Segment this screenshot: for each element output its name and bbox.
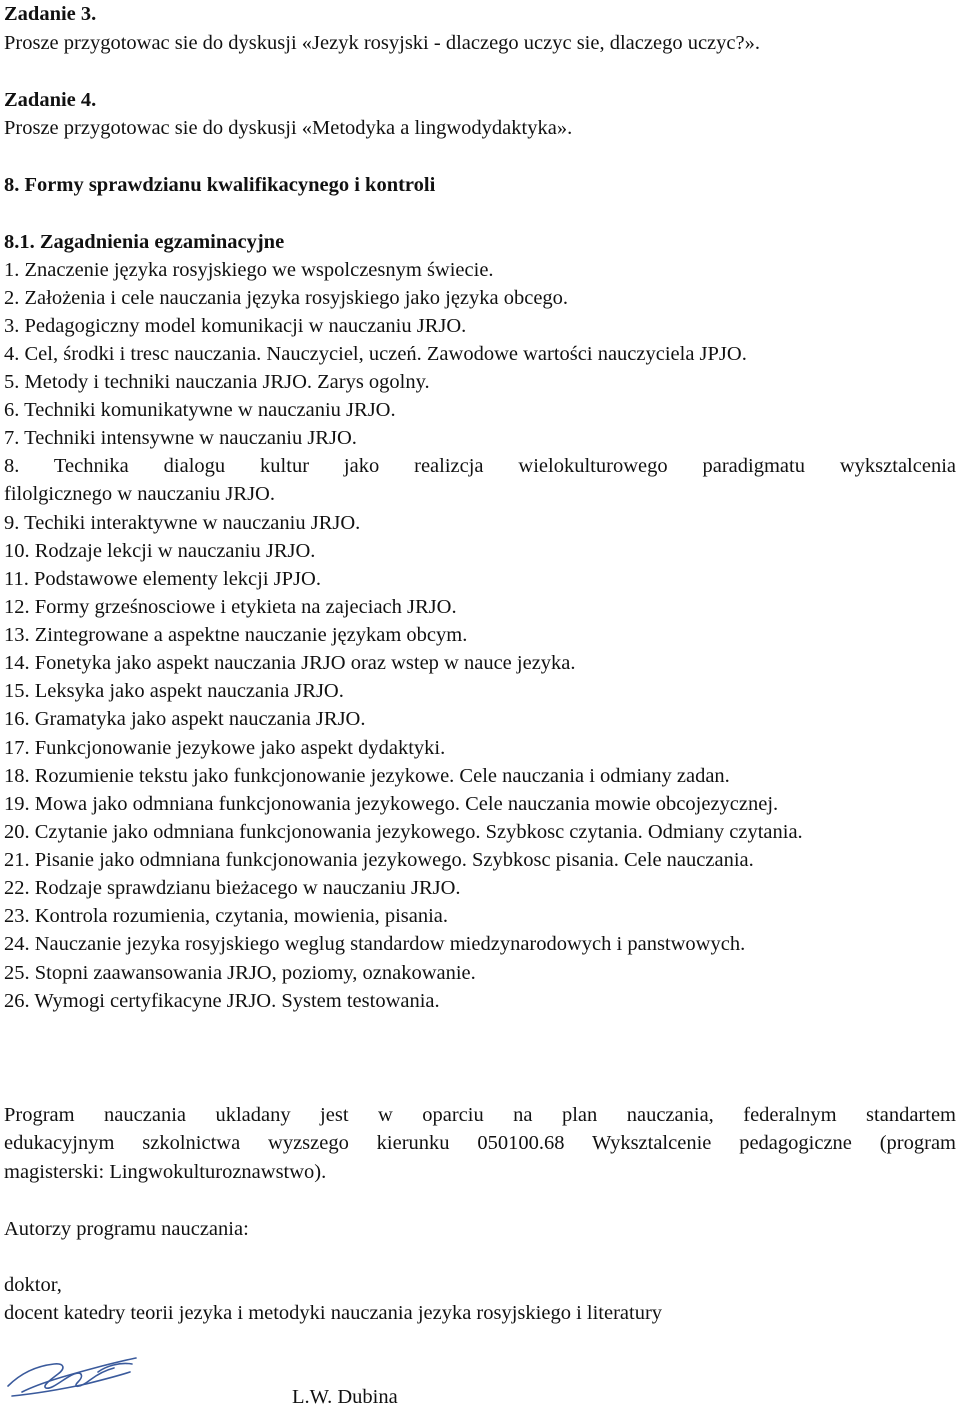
author-name: L.W. Dubina (292, 1386, 398, 1408)
author-degree: doktor, (4, 1274, 62, 1296)
list-item: 15. Leksyka jako aspekt nauczania JRJO. (4, 680, 344, 702)
list-item: 1. Znaczenie języka rosyjskiego we wspolczesnym świecie. (4, 259, 494, 281)
list-item: 16. Gramatyka jako aspekt nauczania JRJO. (4, 708, 366, 730)
task-3-title: Zadanie 3. (4, 3, 97, 25)
list-item: 25. Stopni zaawansowania JRJO, poziomy, oznakowanie. (4, 962, 476, 984)
task-4-title: Zadanie 4. (4, 89, 97, 111)
list-item: 14. Fonetyka jako aspekt nauczania JRJO oraz wstep w nauce jezyka. (4, 652, 576, 674)
list-item: 10. Rodzaje lekcji w nauczaniu JRJO. (4, 540, 316, 562)
section-subtitle: 8.1. Zagadnienia egzaminacyjne (4, 231, 285, 253)
list-item: 18. Rozumienie tekstu jako funkcjonowanie jezykowe. Cele nauczania i odmiany zadan. (4, 765, 730, 787)
list-item: 4. Cel, środki i tresc nauczania. Nauczyciel, uczeń. Zawodowe wartości nauczyciela JPJO. (4, 343, 747, 365)
section-title: 8. Formy sprawdzianu kwalifikacynego i kontroli (4, 174, 436, 196)
list-item: 22. Rodzaje sprawdzianu bieżacego w nauczaniu JRJO. (4, 877, 461, 899)
list-item: 6. Techniki komunikatywne w nauczaniu JRJO. (4, 399, 396, 421)
signature-icon (2, 1352, 142, 1404)
list-item: 17. Funkcjonowanie jezykowe jako aspekt dydaktyki. (4, 737, 446, 759)
list-item: 9. Techiki interaktywne w nauczaniu JRJO. (4, 512, 361, 534)
list-item: 5. Metody i techniki nauczania JRJO. Zarys ogolny. (4, 371, 430, 393)
program-line: magisterski: Lingwokulturoznawstwo). (4, 1161, 327, 1183)
list-item: 20. Czytanie jako odmniana funkcjonowania jezykowego. Szybkosc czytania. Odmiany czytania. (4, 821, 803, 843)
list-item: 7. Techniki intensywne w nauczaniu JRJO. (4, 427, 357, 449)
list-item: 11. Podstawowe elementy lekcji JPJO. (4, 568, 321, 590)
list-item: 19. Mowa jako odmniana funkcjonowania jezykowego. Cele nauczania mowie obcojezycznej. (4, 793, 779, 815)
task-3-text: Prosze przygotowac sie do dyskusji «Jezyk rosyjski - dlaczego uczyc sie, dlaczego uczyc?». (4, 32, 760, 54)
author-position: docent katedry teorii jezyka i metodyki nauczania jezyka rosyjskiego i literatury (4, 1302, 663, 1324)
task-4-text: Prosze przygotowac sie do dyskusji «Metodyka a lingwodydaktyka». (4, 117, 573, 139)
list-item: 12. Formy grześnosciowe i etykieta na zajeciach JRJO. (4, 596, 457, 618)
authors-heading: Autorzy programu nauczania: (4, 1218, 249, 1240)
list-item: 2. Założenia i cele nauczania języka rosyjskiego jako języka obcego. (4, 287, 569, 309)
list-item: 3. Pedagogiczny model komunikacji w nauczaniu JRJO. (4, 315, 467, 337)
list-item: 23. Kontrola rozumienia, czytania, mowienia, pisania. (4, 905, 449, 927)
list-item: 24. Nauczanie jezyka rosyjskiego weglug standardow miedzynarodowych i panstwowych. (4, 933, 746, 955)
list-item-continuation: filolgicznego w nauczaniu JRJO. (4, 483, 275, 505)
list-item: 8. Technika dialogu kultur jako realizcja wielokulturowego paradigmatu wyksztalcenia (4, 455, 956, 477)
program-line: edukacyjnym szkolnictwa wyzszego kierunku 050100.68 Wyksztalcenie pedagogiczne (program (4, 1132, 956, 1154)
list-item: 26. Wymogi certyfikacyne JRJO. System testowania. (4, 990, 440, 1012)
program-line: Program nauczania ukladany jest w oparciu na plan nauczania, federalnym standartem (4, 1104, 956, 1126)
list-item: 21. Pisanie jako odmniana funkcjonowania jezykowego. Szybkosc pisania. Cele nauczania. (4, 849, 754, 871)
list-item: 13. Zintegrowane a aspektne nauczanie językam obcym. (4, 624, 468, 646)
